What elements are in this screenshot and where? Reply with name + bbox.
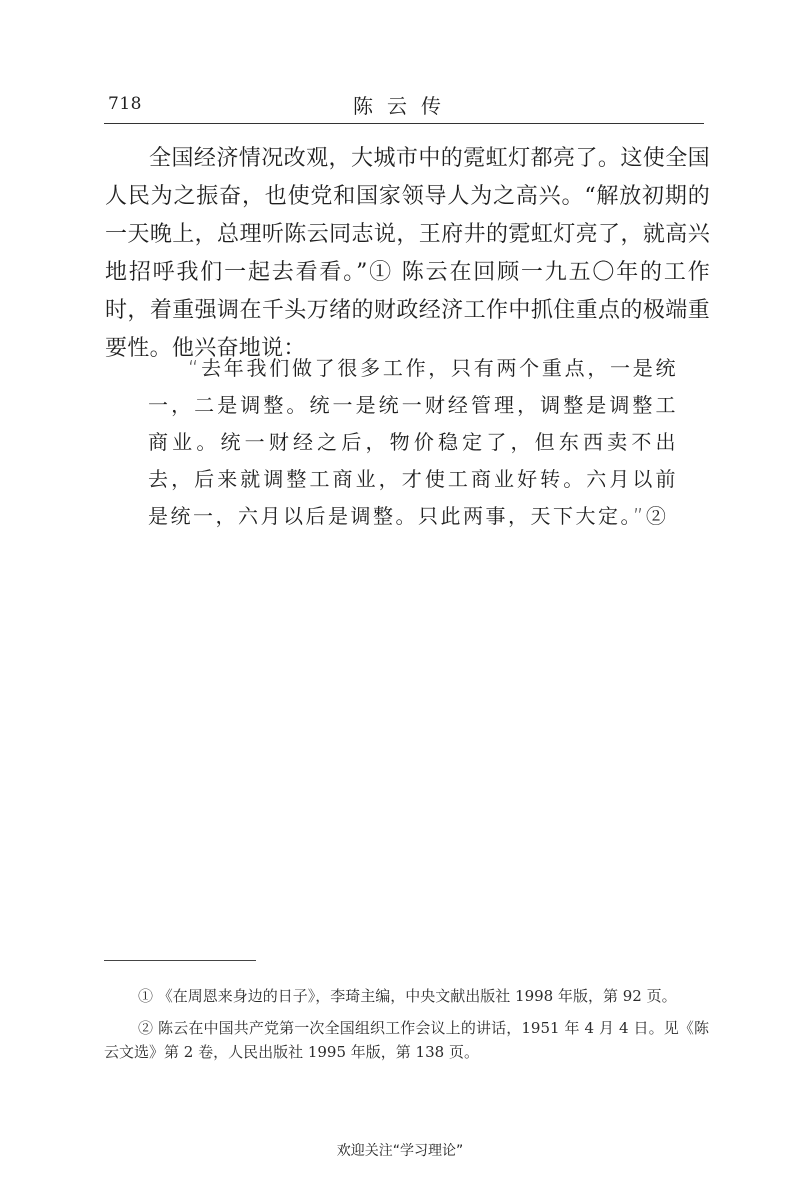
footnote-rule xyxy=(104,960,256,961)
page-number: 718 xyxy=(108,94,142,114)
running-title: 陈云传 xyxy=(353,94,455,118)
watermark-text: 欢迎关注“学习理论” xyxy=(336,1143,464,1159)
footnotes xyxy=(104,984,709,1072)
page-header xyxy=(104,90,704,120)
body-paragraph: 全国经济情况改观，大城市中的霓虹灯都亮了。这使全国人民为之振奋，也使党和国家领导人为之高兴。“解放初期的一天晚上，总理听陈云同志说，王府井的霓虹灯亮了，就高兴地招呼我们一起去看看。”① 陈云在回顾一九五〇年的工作时，着重强调在千头万绪的财政经济工作中抓住重点的极端重要性。他兴奋地说： xyxy=(105,146,710,361)
block-quote: “去年我们做了很多工作，只有两个重点，一是统一，二是调整。统一是统一财经管理，调整是调整工商业。统一财经之后，物价稳定了，但东西卖不出去，后来就调整工商业，才使工商业好转。六月以前是统一，六月以后是调整。只此两事，天下大定。”② xyxy=(148,356,678,528)
footnote-2: ② 陈云在中国共产党第一次全国组织工作会议上的讲话，1951 年 4 月 4 日。见《陈云文选》第 2 卷，人民出版社 1995 年版，第 138 页。 xyxy=(104,1019,709,1061)
header-rule xyxy=(104,123,704,124)
footnote-1: ① 《在周恩来身边的日子》，李琦主编，中央文献出版社 1998 年版，第 92 页。 xyxy=(138,987,677,1005)
